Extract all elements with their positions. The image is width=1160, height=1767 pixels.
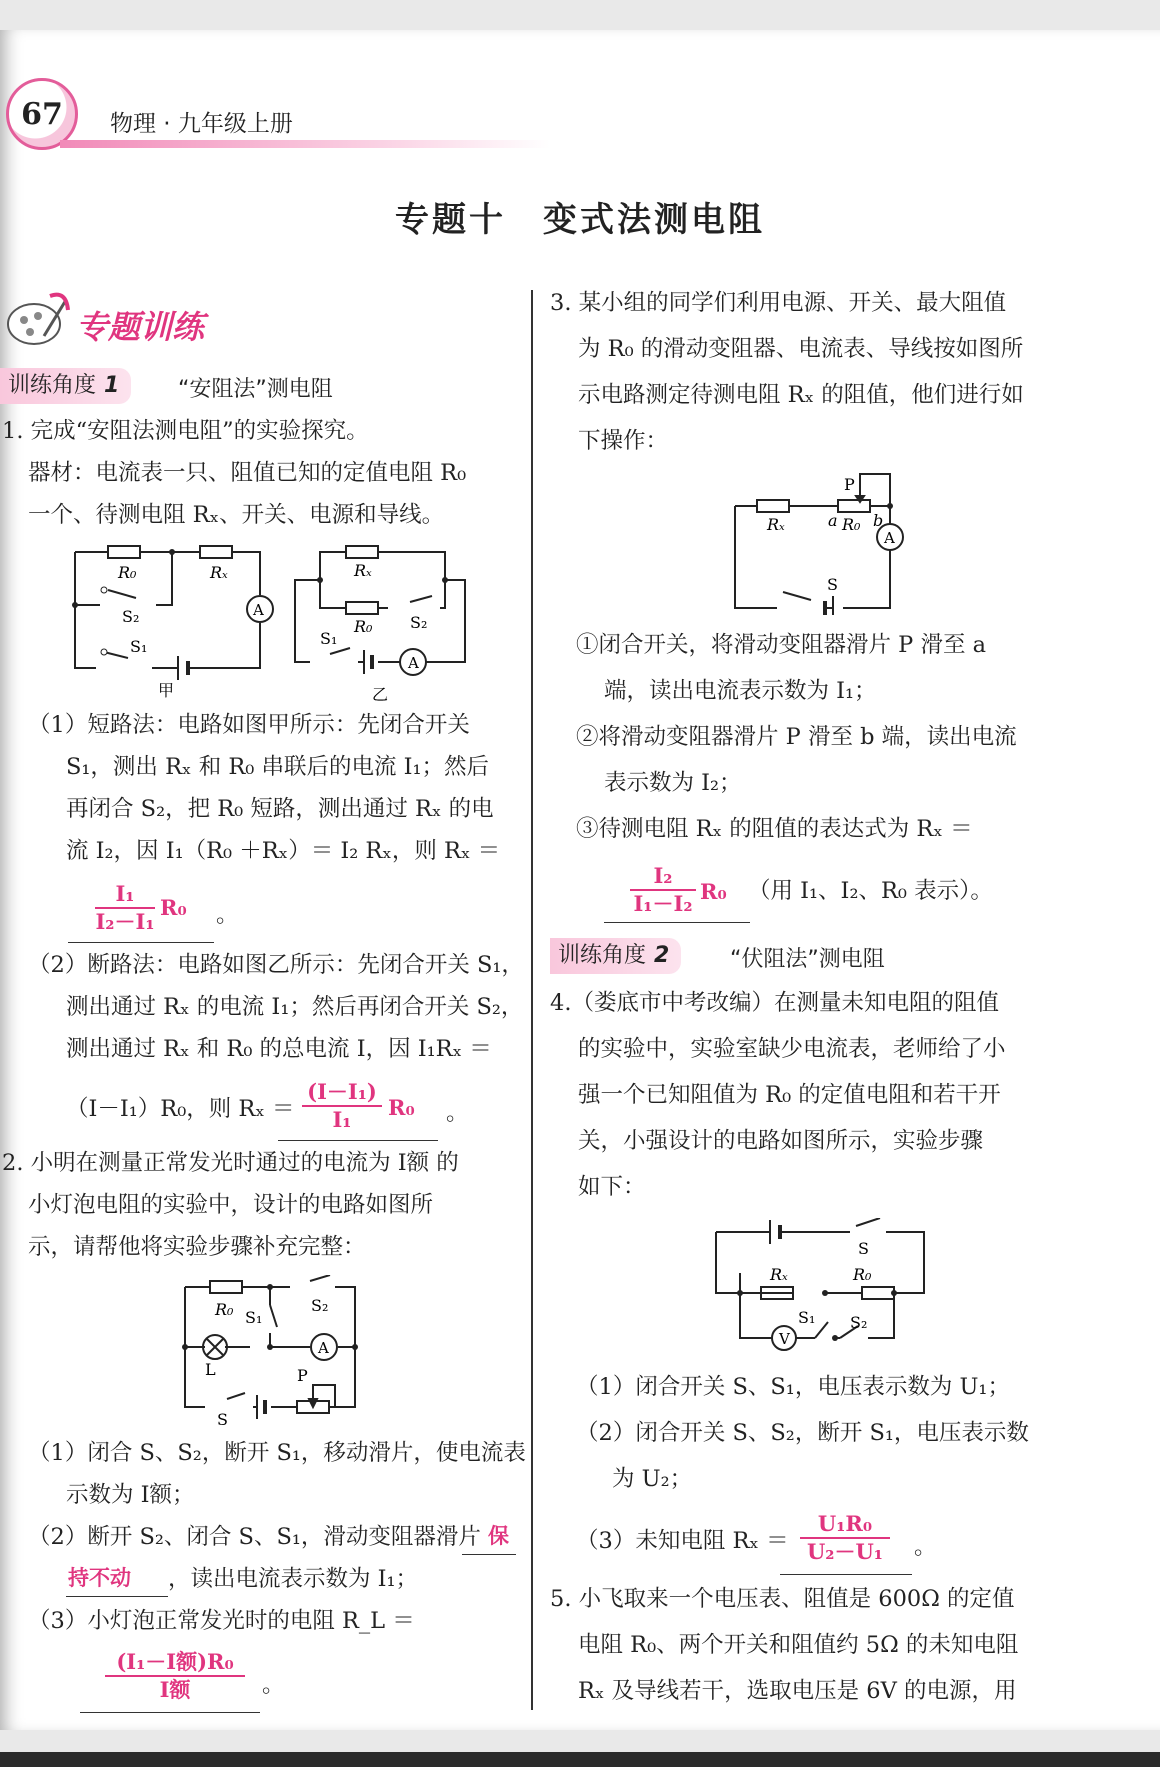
q3-line: 示电路测定待测电阻 Rₓ 的阻值，他们进行如: [578, 382, 1024, 408]
q2-step3-line: （3）小灯泡正常发光时的电阻 R_L ＝: [28, 1608, 415, 1634]
label-r0: R₀: [118, 563, 137, 582]
q2-step2-answer: 保: [488, 1523, 509, 1548]
q2-step2-line: ，读出电流表示数为 I₁；: [168, 1566, 419, 1592]
training-angle-2-tag: 训练角度 2: [550, 938, 681, 974]
answer-blank: [66, 1596, 168, 1597]
punctuation: 。: [914, 1534, 937, 1560]
training-angle-1-title: “安阻法”测电阻: [178, 377, 333, 402]
label-s2: S₂: [122, 607, 140, 626]
answer-blank: [278, 1140, 438, 1141]
q3-line: 下操作：: [578, 428, 669, 454]
circuit-diagram-yi: [290, 540, 480, 705]
label-s2: S₂: [410, 613, 428, 632]
punctuation: 。: [446, 1100, 469, 1126]
label-rx: Rₓ: [210, 563, 228, 582]
q4-step1-line: （1）闭合开关 S、S₁，电压表示数为 U₁；: [576, 1374, 1010, 1400]
q1-part2-answer-tail: R₀: [388, 1095, 415, 1120]
ammeter-label: A: [408, 654, 419, 672]
label-s: S: [827, 575, 838, 594]
label-a: a: [828, 511, 838, 530]
circuit-diagram-q3: [725, 470, 915, 615]
label-s1: S₁: [320, 629, 338, 648]
q1-part1-line: 再闭合 S₂，把 R₀ 短路，测出通过 Rₓ 的电: [66, 796, 494, 822]
q3-step3-line: ③待测电阻 Rₓ 的阻值的表达式为 Rₓ ＝: [576, 816, 973, 842]
q1-part2-line: （I－I₁）R₀，则 Rₓ ＝: [66, 1096, 295, 1122]
answer-blank: [68, 942, 214, 943]
q1-line: 器材：电流表一只、阻值已知的定值电阻 R₀: [28, 460, 467, 486]
label-s2: S₂: [311, 1296, 329, 1315]
answer-blank: [780, 1574, 912, 1575]
answer-blank: [604, 922, 750, 923]
q3-step1-line: 端，读出电流表示数为 I₁；: [604, 678, 877, 704]
label-r0: R₀: [842, 515, 861, 534]
q2-step2-answer: 持不动: [68, 1565, 131, 1590]
q5-line: Rₓ 及导线若干，选取电压是 6V 的电源，用: [578, 1678, 1017, 1704]
figure-caption-yi: 乙: [372, 685, 389, 704]
label-s1: S₁: [798, 1308, 816, 1327]
label-s1: S₁: [130, 637, 148, 656]
slider-label: P: [844, 475, 855, 494]
answer-blank: [80, 1712, 260, 1713]
q4-line: 如下：: [578, 1174, 646, 1200]
lamp-label: L: [205, 1360, 216, 1379]
punctuation: 。: [216, 902, 239, 928]
circuit-diagram-jia: [60, 540, 285, 700]
q3-step1-line: ①闭合开关，将滑动变阻器滑片 P 滑至 a: [576, 632, 987, 658]
q2-line: 小灯泡电阻的实验中，设计的电路如图所: [28, 1192, 434, 1218]
label-s: S: [858, 1239, 869, 1258]
q2-line: 示，请帮他将实验步骤补充完整：: [28, 1234, 366, 1260]
q2-step3-answer: (I₁－I额)R₀ I额: [105, 1650, 245, 1702]
label-s: S: [217, 1410, 228, 1425]
section-logo: [4, 292, 234, 352]
q1-part1-line: 流 I₂，因 I₁（R₀ ＋Rₓ）＝ I₂ Rₓ，则 Rₓ ＝: [66, 838, 501, 864]
q1-line: 1. 完成“安阻法测电阻”的实验探究。: [2, 418, 369, 444]
label-rx: Rₓ: [770, 1265, 788, 1284]
q3-answer: I₂ I₁－I₂: [630, 864, 696, 916]
q3-answer-tail: R₀: [700, 879, 727, 904]
header-divider: [60, 140, 550, 148]
bottom-edge: [0, 1752, 1160, 1767]
label-r0: R₀: [354, 617, 373, 636]
q2-line: 2. 小明在测量正常发光时通过的电流为 I额 的: [2, 1150, 459, 1176]
q1-line: 一个、待测电阻 Rₓ、开关、电源和导线。: [28, 502, 445, 528]
column-divider: [531, 290, 533, 1710]
label-s2: S₂: [850, 1313, 868, 1332]
q4-step2-line: （2）闭合开关 S、S₂，断开 S₁，电压表示数: [576, 1420, 1029, 1446]
ammeter-label: A: [253, 601, 264, 619]
q1-part1-line: S₁，测出 Rₓ 和 R₀ 串联后的电流 I₁；然后: [66, 754, 490, 780]
q1-part1-answer-tail: R₀: [160, 895, 187, 920]
page-title: 专题十 变式法测电阻: [395, 200, 765, 240]
answer-blank: [462, 1554, 516, 1555]
q4-step2-line: 为 U₂；: [612, 1466, 693, 1492]
q4-line: 关，小强设计的电路如图所示，实验步骤: [578, 1128, 984, 1154]
q4-answer: U₁R₀ U₂－U₁: [800, 1512, 890, 1564]
q1-part1-line: （1）短路法：电路如图甲所示：先闭合开关: [28, 712, 470, 738]
q4-line: 的实验中，实验室缺少电流表，老师给了小: [578, 1036, 1006, 1062]
q1-part2-line: 测出通过 Rₓ 和 R₀ 的总电流 I，因 I₁Rₓ ＝: [66, 1036, 492, 1062]
q5-line: 电阻 R₀、两个开关和阻值约 5Ω 的未知电阻: [578, 1632, 1019, 1658]
training-angle-2-title: “伏阻法”测电阻: [730, 947, 885, 972]
training-angle-1-tag: 训练角度 1: [0, 368, 131, 404]
label-rx: Rₓ: [767, 515, 785, 534]
ammeter-label: A: [318, 1339, 329, 1357]
q3-step3-tail: （用 I₁、I₂、R₀ 表示）。: [748, 878, 993, 904]
q2-step1-line: 示数为 I额；: [66, 1482, 195, 1508]
section-title: 专题训练: [76, 308, 205, 346]
q3-step2-line: ②将滑动变阻器滑片 P 滑至 b 端，读出电流: [576, 724, 1017, 750]
ammeter-label: A: [884, 529, 895, 547]
voltmeter-label: V: [779, 1330, 790, 1348]
label-r0: R₀: [215, 1300, 234, 1319]
q2-step1-line: （1）闭合 S、S₂，断开 S₁，移动滑片，使电流表: [28, 1440, 526, 1466]
label-rx: Rₓ: [354, 561, 372, 580]
punctuation: 。: [262, 1672, 285, 1698]
q1-part2-line: 测出通过 Rₓ 的电流 I₁；然后再闭合开关 S₂，: [66, 994, 524, 1020]
q4-line: 强一个已知阻值为 R₀ 的定值电阻和若干开: [578, 1082, 1001, 1108]
slider-label: P: [297, 1366, 308, 1385]
circuit-diagram-q4: [710, 1218, 930, 1358]
q3-step2-line: 表示数为 I₂；: [604, 770, 742, 796]
book-title: 物理 · 九年级上册: [110, 111, 293, 137]
circuit-diagram-q2: [175, 1275, 370, 1425]
palette-icon: [4, 292, 74, 352]
q1-part1-answer: I₁ I₂－I₁: [95, 881, 155, 935]
q3-line: 为 R₀ 的滑动变阻器、电流表、导线按如图所: [578, 336, 1024, 362]
q2-step2-line: （2）断开 S₂、闭合 S、S₁，滑动变阻器滑片: [28, 1524, 481, 1550]
q4-line: 4.（娄底市中考改编）在测量未知电阻的阻值: [550, 990, 999, 1016]
figure-caption-jia: 甲: [158, 681, 175, 700]
q3-line: 3. 某小组的同学们利用电源、开关、最大阻值: [550, 290, 1007, 316]
label-b: b: [873, 511, 884, 530]
page-number: 67: [21, 96, 63, 132]
q1-part2-line: （2）断路法：电路如图乙所示：先闭合开关 S₁，: [28, 952, 524, 978]
label-s1: S₁: [245, 1308, 263, 1327]
q5-line: 5. 小飞取来一个电压表、阻值是 600Ω 的定值: [550, 1586, 1015, 1612]
q1-part2-answer: (I－I₁) I₁: [302, 1080, 382, 1132]
q4-step3-line: （3）未知电阻 Rₓ ＝: [576, 1528, 789, 1554]
label-r0: R₀: [853, 1265, 872, 1284]
